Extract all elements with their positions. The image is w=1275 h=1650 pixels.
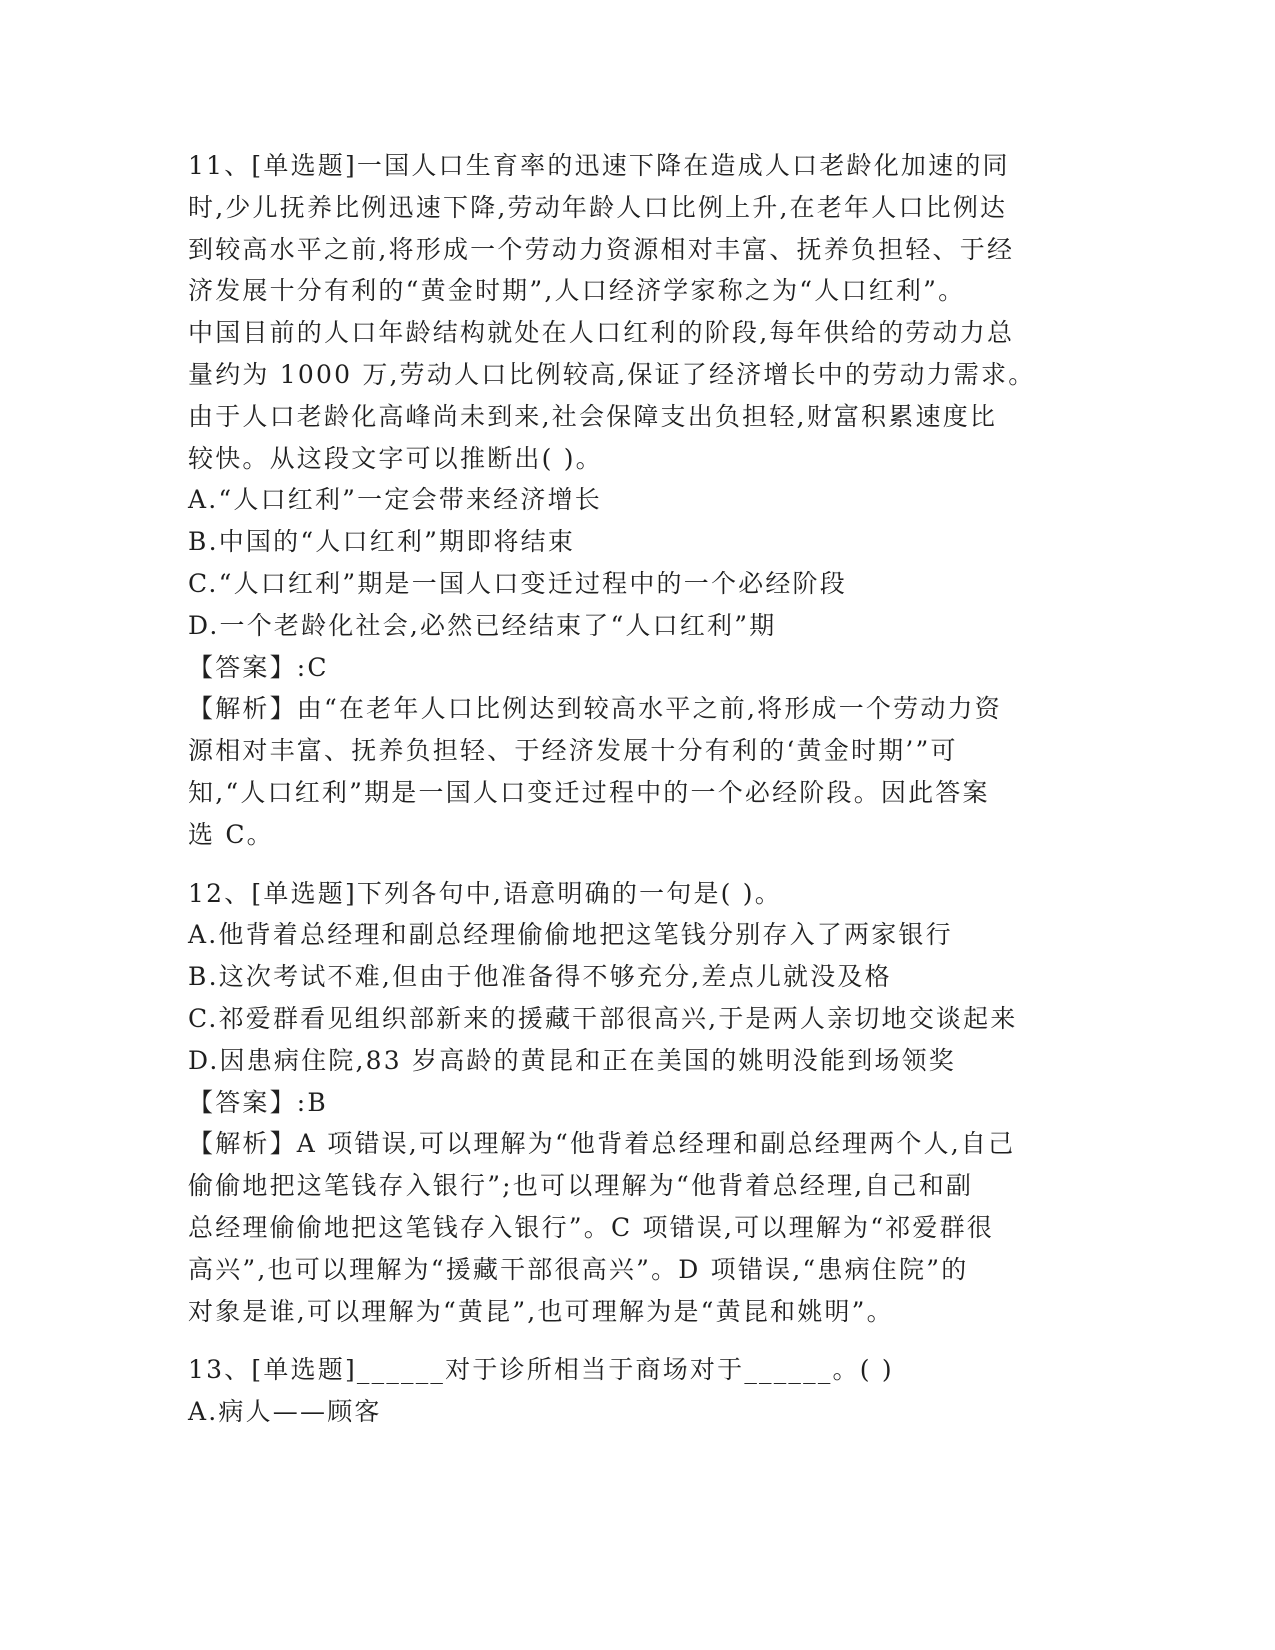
option-b: B.中国的“人口红利”期即将结束 bbox=[188, 527, 576, 557]
question-stem-line: 量约为 1000 万,劳动人口比例较高,保证了经济增长中的劳动力需求。 bbox=[188, 359, 1036, 389]
question-stem-line: 较快。从这段文字可以推断出( )。 bbox=[188, 443, 603, 473]
option-c: C.祁爱群看见组织部新来的援藏干部很高兴,于是两人亲切地交谈起来 bbox=[188, 1003, 1018, 1033]
question-stem-line: 中国目前的人口年龄结构就处在人口红利的阶段,每年供给的劳动力总 bbox=[188, 318, 1015, 348]
option-d: D.一个老龄化社会,必然已经结束了“人口红利”期 bbox=[188, 610, 777, 640]
question-stem-line: 13、[单选题]______对于诊所相当于商场对于______。( ) bbox=[188, 1355, 894, 1385]
analysis-line: 高兴”,也可以理解为“援藏干部很高兴”。D 项错误,“患病住院”的 bbox=[188, 1254, 969, 1284]
option-a: A.他背着总经理和副总经理偷偷地把这笔钱分别存入了两家银行 bbox=[188, 920, 953, 950]
analysis-line: 选 C。 bbox=[188, 819, 274, 849]
question-stem-line: 12、[单选题]下列各句中,语意明确的一句是( )。 bbox=[188, 878, 782, 908]
analysis-line: 偷偷地把这笔钱存入银行”;也可以理解为“他背着总经理,自己和副 bbox=[188, 1171, 974, 1201]
question-stem-line: 由于人口老龄化高峰尚未到来,社会保障支出负担轻,财富积累速度比 bbox=[188, 401, 998, 431]
analysis-line: 知,“人口红利”期是一国人口变迁过程中的一个必经阶段。因此答案 bbox=[188, 777, 990, 807]
option-c: C.“人口红利”期是一国人口变迁过程中的一个必经阶段 bbox=[188, 568, 847, 598]
question-gap bbox=[188, 1332, 1088, 1349]
question-13 bbox=[188, 1349, 1088, 1433]
document-page bbox=[188, 145, 1088, 1433]
option-a: A.“人口红利”一定会带来经济增长 bbox=[188, 485, 602, 515]
answer-line: 【答案】:C bbox=[188, 652, 329, 682]
question-stem-line: 到较高水平之前,将形成一个劳动力资源相对丰富、抚养负担轻、于经 bbox=[188, 234, 1015, 264]
option-d: D.因患病住院,83 岁高龄的黄昆和正在美国的姚明没能到场领奖 bbox=[188, 1045, 957, 1075]
option-b: B.这次考试不难,但由于他准备得不够充分,差点儿就没及格 bbox=[188, 962, 892, 992]
analysis-line: 总经理偷偷地把这笔钱存入银行”。C 项错误,可以理解为“祁爱群很 bbox=[188, 1212, 994, 1242]
option-a: A.病人——顾客 bbox=[188, 1397, 382, 1427]
question-stem-line: 11、[单选题]一国人口生育率的迅速下降在造成人口老龄化加速的同 bbox=[188, 151, 1010, 180]
analysis-line: 【解析】A 项错误,可以理解为“他背着总经理和副总经理两个人,自己 bbox=[188, 1129, 1016, 1159]
analysis-line: 对象是谁,可以理解为“黄昆”,也可理解为是“黄昆和姚明”。 bbox=[188, 1296, 894, 1326]
analysis-line: 【解析】由“在老年人口比例达到较高水平之前,将形成一个劳动力资 bbox=[188, 694, 1002, 724]
question-stem-line: 济发展十分有利的“黄金时期”,人口经济学家称之为“人口红利”。 bbox=[188, 276, 966, 306]
question-gap bbox=[188, 856, 1088, 873]
answer-line: 【答案】:B bbox=[188, 1087, 328, 1117]
question-stem-line: 时,少儿抚养比例迅速下降,劳动年龄人口比例上升,在老年人口比例达 bbox=[188, 192, 1008, 222]
question-12 bbox=[188, 873, 1088, 1333]
question-11 bbox=[188, 145, 1088, 856]
analysis-line: 源相对丰富、抚养负担轻、于经济发展十分有利的‘黄金时期’”可 bbox=[188, 736, 958, 766]
